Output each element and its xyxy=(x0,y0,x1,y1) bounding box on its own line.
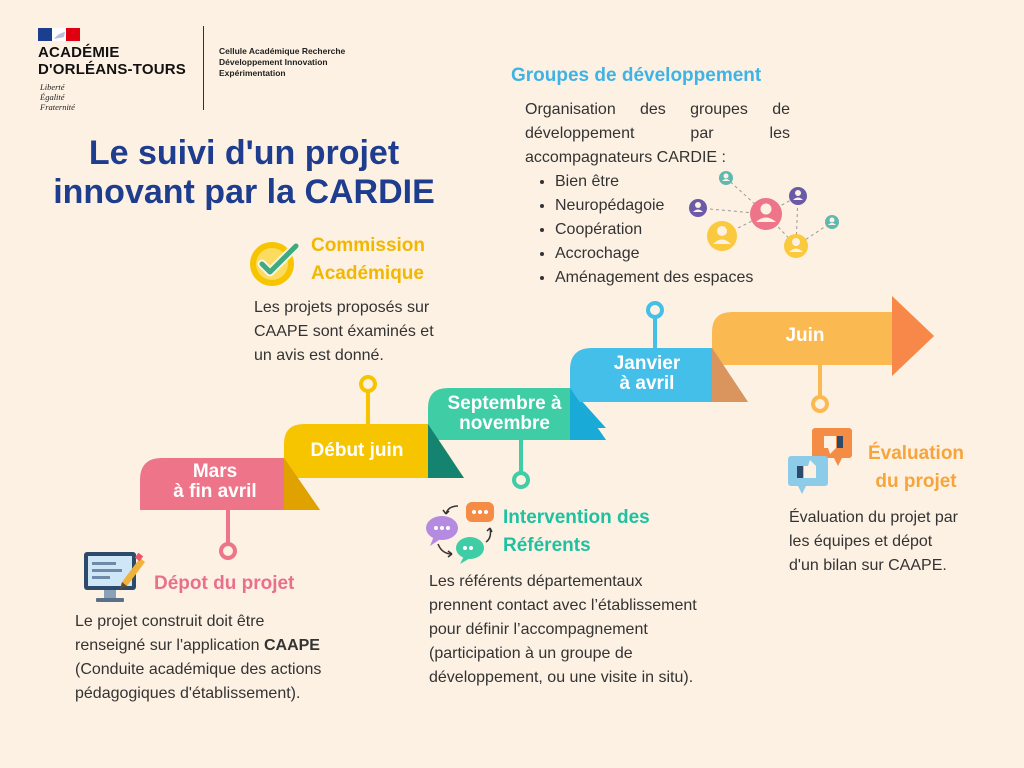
groupes-intro: Organisation des groupes de développement par les xyxy=(525,101,790,142)
republic-motto: Liberté Égalité Fraternité xyxy=(40,82,75,112)
computer-icon xyxy=(82,548,146,606)
step-label-septembre: Septembre à novembre xyxy=(447,393,562,434)
step-label-janvier: Janvier à avril xyxy=(613,353,681,394)
check-badge-icon xyxy=(248,238,300,290)
commission-title: Commission Académique xyxy=(311,235,426,284)
evaluation-title: Évaluation du projet xyxy=(867,443,965,492)
step-label-juin: Juin xyxy=(785,325,825,346)
list-item: • Coopération xyxy=(555,218,825,242)
depot-text: Le projet construit doit être renseigné sur l'application CAAPE (Conduite académique des actions pédagogiques d'établissement). xyxy=(75,613,322,702)
feedback-thumbs-icon xyxy=(786,426,856,494)
list-item: • Aménagement des espaces xyxy=(555,266,825,290)
person-icon xyxy=(750,198,782,230)
commission-text: Les projets proposés sur CAAPE sont éxaminés et un avis est donné. xyxy=(254,299,434,364)
mars-node xyxy=(221,544,235,558)
list-item: • Bien être xyxy=(555,170,825,194)
intervention-title: Intervention des Référents xyxy=(503,507,650,556)
groupes-intro-end: accompagnateurs CARDIE : xyxy=(525,149,726,166)
network-people-icon xyxy=(684,166,844,266)
page-title: Le suivi d'un projet innovant par la CARDIE xyxy=(53,134,435,211)
cell-name: Cellule Académique Recherche Développement Innovation Expérimentation xyxy=(219,46,346,78)
step-juin-arrowhead xyxy=(892,296,934,376)
groupes-title: Groupes de développement xyxy=(511,65,762,86)
step-label-mars: Mars à fin avril xyxy=(173,461,257,502)
step-label-debut-juin: Début juin xyxy=(310,440,404,461)
evaluation-text: Évaluation du projet par les équipes et dépot d'un bilan sur CAAPE. xyxy=(789,509,958,574)
intervention-text: Les référents départementaux prennent contact avec l’établissement pour définir l’accompagnement (participation à un groupe de développement, ou une visite in situ). xyxy=(429,573,697,686)
chat-bubbles-icon xyxy=(424,500,498,566)
debut-juin-node xyxy=(361,377,375,391)
list-item: • Neuropédagoie xyxy=(555,194,825,218)
depot-title: Dépot du projet xyxy=(154,573,295,594)
septembre-node xyxy=(514,473,528,487)
academy-name: ACADÉMIE D'ORLÉANS-TOURS xyxy=(38,44,186,78)
juin-node xyxy=(813,397,827,411)
list-item: • Accrochage xyxy=(555,242,825,266)
janvier-node xyxy=(648,303,662,317)
